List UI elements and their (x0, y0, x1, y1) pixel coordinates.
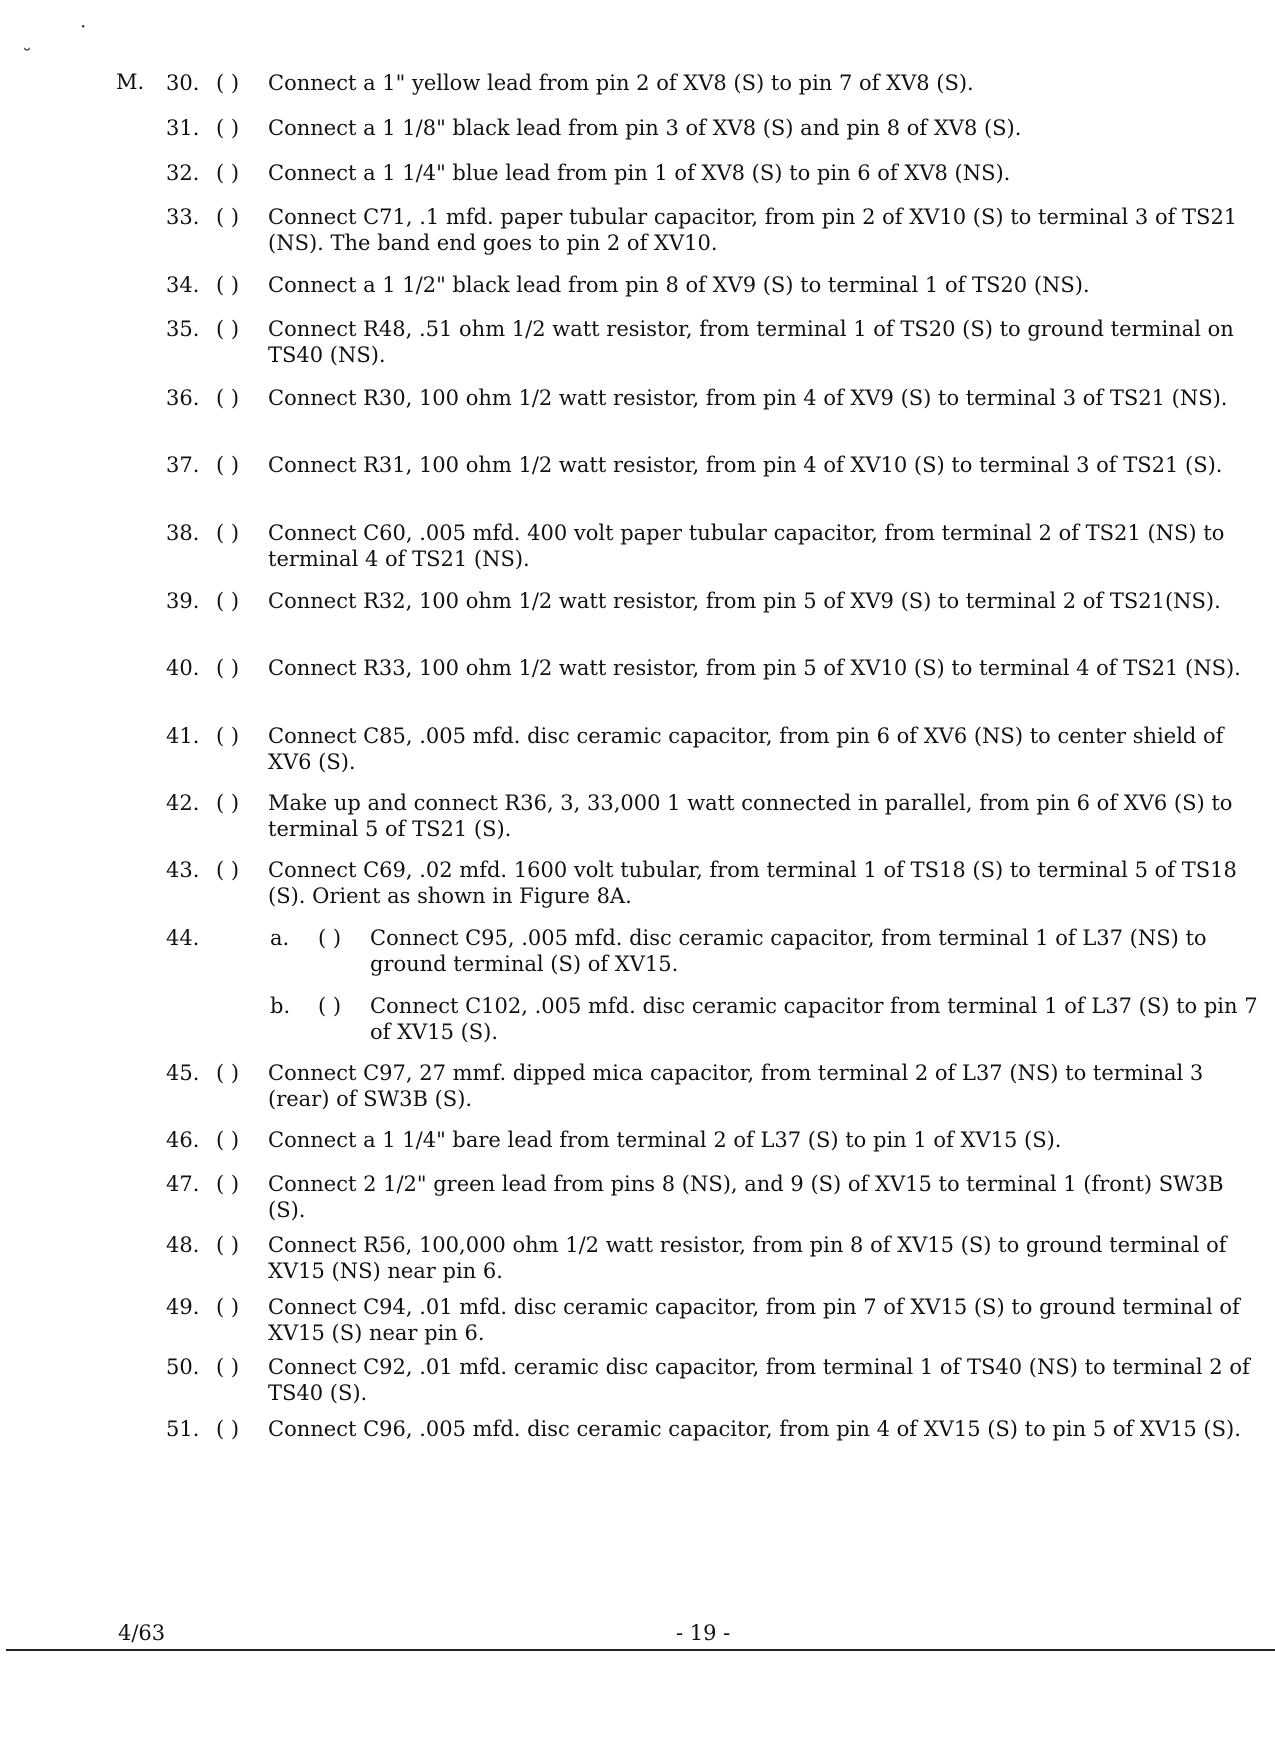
checkbox[interactable]: ( ) (216, 273, 240, 297)
substep-label: a. (270, 926, 290, 950)
substep-label: b. (270, 994, 291, 1018)
step-number: 35. (166, 317, 200, 341)
step-number: 33. (166, 205, 200, 229)
checkbox[interactable]: ( ) (216, 161, 240, 185)
checkbox[interactable]: ( ) (216, 724, 240, 748)
step-text: Connect a 1 1/4" bare lead from terminal 2 of L37 (S) to pin 1 of XV15 (S). (268, 1128, 1062, 1152)
scan-speck: ˘ (22, 44, 32, 68)
step-number: 43. (166, 858, 200, 882)
checkbox[interactable]: ( ) (216, 453, 240, 477)
page-number: - 19 - (676, 1621, 731, 1645)
step-text: Connect C95, .005 mfd. disc ceramic capacitor, from terminal 1 of L37 (NS) to ground terminal (S) of XV15. (370, 926, 1207, 976)
step-text: Connect C92, .01 mfd. ceramic disc capacitor, from terminal 1 of TS40 (NS) to terminal 2 of TS40 (S). (268, 1355, 1250, 1405)
step-text: Connect R31, 100 ohm 1/2 watt resistor, from pin 4 of XV10 (S) to terminal 3 of TS21 (S). (268, 453, 1223, 477)
step-number: 47. (166, 1172, 200, 1196)
checkbox[interactable]: ( ) (216, 1417, 240, 1441)
step-text: Connect 2 1/2" green lead from pins 8 (NS), and 9 (S) of XV15 to terminal 1 (front) SW3B (S). (268, 1172, 1224, 1222)
checkbox[interactable]: ( ) (216, 589, 240, 613)
step-text: Connect R32, 100 ohm 1/2 watt resistor, from pin 5 of XV9 (S) to terminal 2 of TS21(NS). (268, 589, 1221, 613)
step-number: 42. (166, 791, 200, 815)
step-number: 46. (166, 1128, 200, 1152)
checkbox[interactable]: ( ) (216, 71, 240, 95)
scan-speck: · (80, 14, 87, 38)
checkbox[interactable]: ( ) (216, 858, 240, 882)
step-text: Make up and connect R36, 3, 33,000 1 watt connected in parallel, from pin 6 of XV6 (S) to terminal 5 of TS21 (S). (268, 791, 1233, 841)
step-text: Connect R30, 100 ohm 1/2 watt resistor, from pin 4 of XV9 (S) to terminal 3 of TS21 (NS). (268, 386, 1228, 410)
checkbox[interactable]: ( ) (216, 116, 240, 140)
step-text: Connect C71, .1 mfd. paper tubular capacitor, from pin 2 of XV10 (S) to terminal 3 of TS21 (NS). The band end goes to pin 2 of XV10. (268, 205, 1238, 255)
step-number: 38. (166, 521, 200, 545)
step-number: 45. (166, 1061, 200, 1085)
checkbox[interactable]: ( ) (318, 926, 342, 950)
step-text: Connect C97, 27 mmf. dipped mica capacitor, from terminal 2 of L37 (NS) to terminal 3 (rear) of SW3B (S). (268, 1061, 1204, 1111)
step-number: 51. (166, 1417, 200, 1441)
step-number: 34. (166, 273, 200, 297)
step-number: 48. (166, 1233, 200, 1257)
step-text: Connect a 1 1/8" black lead from pin 3 of XV8 (S) and pin 8 of XV8 (S). (268, 116, 1022, 140)
checkbox[interactable]: ( ) (216, 1355, 240, 1379)
step-text: Connect C60, .005 mfd. 400 volt paper tubular capacitor, from terminal 2 of TS21 (NS) to terminal 4 of TS21 (NS). (268, 521, 1225, 571)
step-text: Connect R56, 100,000 ohm 1/2 watt resistor, from pin 8 of XV15 (S) to ground terminal of XV15 (NS) near pin 6. (268, 1233, 1227, 1283)
step-number: 32. (166, 161, 200, 185)
step-text: Connect a 1 1/2" black lead from pin 8 of XV9 (S) to terminal 1 of TS20 (NS). (268, 273, 1090, 297)
step-number: 50. (166, 1355, 200, 1379)
checkbox[interactable]: ( ) (216, 317, 240, 341)
step-number: 40. (166, 656, 200, 680)
step-number: 31. (166, 116, 200, 140)
step-number: 39. (166, 589, 200, 613)
step-number: 44. (166, 926, 200, 950)
step-number: 41. (166, 724, 200, 748)
step-number: 36. (166, 386, 200, 410)
checkbox[interactable]: ( ) (216, 1061, 240, 1085)
checkbox[interactable]: ( ) (216, 1295, 240, 1319)
checkbox[interactable]: ( ) (216, 791, 240, 815)
checkbox[interactable]: ( ) (216, 1172, 240, 1196)
step-text: Connect C96, .005 mfd. disc ceramic capacitor, from pin 4 of XV15 (S) to pin 5 of XV15 (S). (268, 1417, 1241, 1441)
checkbox[interactable]: ( ) (216, 1128, 240, 1152)
step-number: 30. (166, 71, 200, 95)
checkbox[interactable]: ( ) (216, 205, 240, 229)
step-number: 49. (166, 1295, 200, 1319)
step-text: Connect C94, .01 mfd. disc ceramic capacitor, from pin 7 of XV15 (S) to ground terminal of XV15 (S) near pin 6. (268, 1295, 1240, 1345)
step-text: Connect C102, .005 mfd. disc ceramic capacitor from terminal 1 of L37 (S) to pin 7 of XV15 (S). (370, 994, 1258, 1044)
footer-rule (6, 1649, 1275, 1651)
step-text: Connect R33, 100 ohm 1/2 watt resistor, from pin 5 of XV10 (S) to terminal 4 of TS21 (NS). (268, 656, 1241, 680)
step-text: Connect a 1" yellow lead from pin 2 of XV8 (S) to pin 7 of XV8 (S). (268, 71, 974, 95)
step-text: Connect C69, .02 mfd. 1600 volt tubular, from terminal 1 of TS18 (S) to terminal 5 of TS18 (S). Orient as shown in Figure 8A. (268, 858, 1237, 908)
checkbox[interactable]: ( ) (216, 1233, 240, 1257)
footer-date: 4/63 (118, 1621, 166, 1645)
checkbox[interactable]: ( ) (318, 994, 342, 1018)
checkbox[interactable]: ( ) (216, 521, 240, 545)
section-letter: M. (116, 70, 145, 94)
checkbox[interactable]: ( ) (216, 386, 240, 410)
step-text: Connect a 1 1/4" blue lead from pin 1 of XV8 (S) to pin 6 of XV8 (NS). (268, 161, 1011, 185)
step-text: Connect R48, .51 ohm 1/2 watt resistor, from terminal 1 of TS20 (S) to ground terminal on TS40 (NS). (268, 317, 1234, 367)
step-text: Connect C85, .005 mfd. disc ceramic capacitor, from pin 6 of XV6 (NS) to center shield of XV6 (S). (268, 724, 1224, 774)
checkbox[interactable]: ( ) (216, 656, 240, 680)
step-number: 37. (166, 453, 200, 477)
